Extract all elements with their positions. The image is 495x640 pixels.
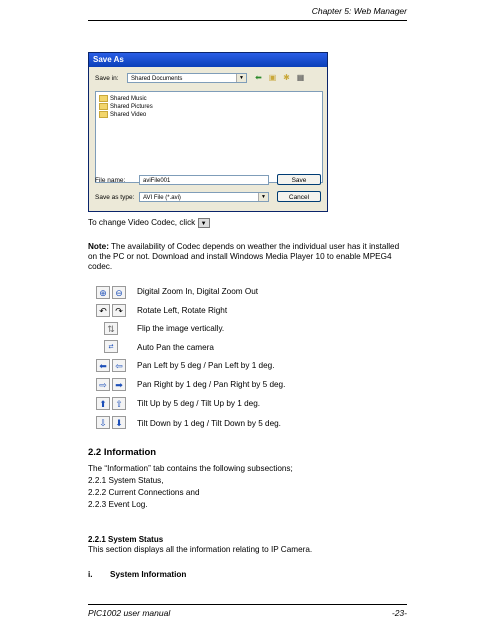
folder-icon [99, 95, 108, 102]
rotate-right-icon: ↷ [112, 304, 126, 317]
cancel-button[interactable]: Cancel [277, 191, 321, 202]
folder-icon [99, 111, 108, 118]
note-text: The availability of Codec depends on weather the individual user has it installed on the PC or not. Download and install Windows Media Player 10 to enable MPEG4 codec. [88, 242, 400, 271]
auto-pan-icon: ⇄ [104, 340, 118, 353]
section-item: 2.2.2 Current Connections and [88, 488, 200, 497]
zoom-out-icon: ⊖ [112, 286, 126, 299]
arrow-up-outline-icon: ⇧ [112, 397, 126, 410]
save-as-type-dropdown[interactable] [139, 192, 269, 202]
subsection-text: This section displays all the information relating to IP Camera. [88, 545, 313, 554]
chevron-down-icon[interactable]: ▼ [236, 74, 246, 82]
save-button[interactable]: Save [277, 174, 321, 185]
file-name-value: aviFile001 [143, 178, 171, 184]
footer-rule [88, 604, 407, 605]
back-icon[interactable]: ⬅ [255, 73, 262, 82]
footer-manual-name: PIC1002 user manual [88, 608, 171, 618]
arrow-left-outline-icon: ⇦ [112, 359, 126, 372]
save-in-value: Shared Documents [131, 76, 183, 82]
codec-text: To change Video Codec, click [88, 218, 196, 228]
subsection-heading: 2.2.1 System Status [88, 535, 164, 544]
dialog-title: Save As [89, 53, 327, 67]
zoom-in-icon: ⊕ [96, 286, 110, 299]
save-as-type-value: AVI File (*.avi) [143, 195, 181, 201]
control-label: Tilt Up by 5 deg / Tilt Up by 1 deg. [137, 399, 261, 408]
list-title: System Information [110, 570, 187, 579]
control-label: Rotate Left, Rotate Right [137, 306, 228, 315]
codec-instruction [88, 218, 210, 228]
note-paragraph [88, 242, 408, 272]
folder-label: Shared Video [110, 112, 147, 119]
folder-item[interactable] [99, 95, 147, 103]
file-name-field[interactable] [139, 175, 269, 185]
control-label: Tilt Down by 1 deg / Tilt Down by 5 deg. [137, 419, 281, 428]
header-rule [88, 20, 407, 21]
list-number: i. [88, 570, 93, 579]
arrow-up-solid-icon: ⬆ [96, 397, 110, 410]
section-heading: 2.2 Information [88, 447, 157, 458]
folder-item[interactable] [99, 111, 146, 119]
new-folder-icon[interactable]: ✱ [283, 73, 290, 82]
folder-label: Shared Pictures [110, 104, 153, 111]
folder-icon [99, 103, 108, 110]
section-item: 2.2.3 Event Log. [88, 500, 148, 509]
file-list[interactable] [95, 91, 323, 183]
note-label: Note: [88, 242, 109, 251]
folder-item[interactable] [99, 103, 153, 111]
save-as-dialog [88, 52, 328, 212]
folder-label: Shared Music [110, 96, 147, 103]
file-name-label: File name: [95, 177, 126, 184]
up-folder-icon[interactable]: ▣ [268, 73, 277, 82]
chapter-header: Chapter 5: Web Manager [311, 6, 407, 16]
page-number: -23- [391, 608, 407, 618]
save-in-label: Save in: [95, 75, 119, 82]
arrow-down-solid-icon: ⬇ [112, 416, 126, 429]
control-label: Auto Pan the camera [137, 343, 214, 352]
arrow-left-solid-icon: ⬅ [96, 359, 110, 372]
rotate-left-icon: ↶ [96, 304, 110, 317]
control-label: Digital Zoom In, Digital Zoom Out [137, 287, 259, 296]
control-label: Flip the image vertically. [137, 324, 225, 333]
section-item: 2.2.1 System Status, [88, 476, 164, 485]
section-intro: The “Information” tab contains the following subsections; [88, 464, 293, 473]
control-label: Pan Left by 5 deg / Pan Left by 1 deg. [137, 361, 275, 370]
control-label: Pan Right by 1 deg / Pan Right by 5 deg. [137, 380, 286, 389]
codec-dropdown-icon[interactable]: ▼ [198, 218, 210, 228]
flip-icon: ⇅ [104, 322, 118, 335]
arrow-right-solid-icon: ➡ [112, 378, 126, 391]
view-menu-icon[interactable]: ▦ [296, 73, 305, 82]
arrow-down-outline-icon: ⇩ [96, 416, 110, 429]
control-icon-list [88, 286, 408, 436]
save-as-type-label: Save as type: [95, 194, 135, 201]
chevron-down-icon[interactable]: ▼ [258, 193, 268, 201]
save-in-dropdown[interactable] [127, 73, 247, 83]
arrow-right-outline-icon: ⇨ [96, 378, 110, 391]
